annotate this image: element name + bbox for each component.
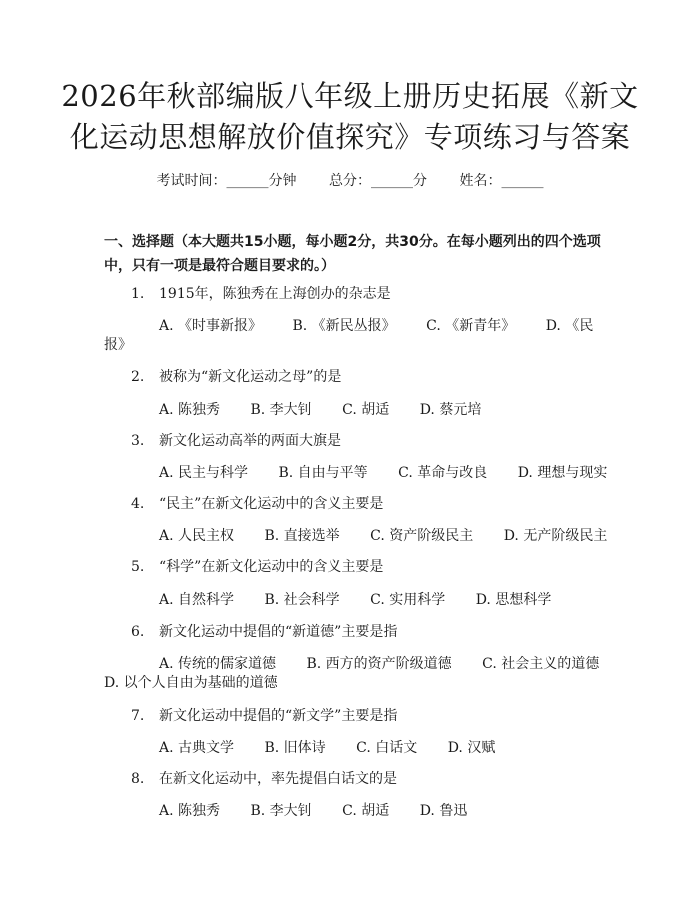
option-a: A. 人民主权 (159, 528, 235, 544)
option-b: B. 旧体诗 (264, 740, 326, 756)
question-number: 7. (131, 708, 145, 724)
option-b: B. 自由与平等 (278, 465, 368, 481)
option-a: A. 传统的儒家道德 (159, 656, 277, 672)
option-b: B. 社会科学 (264, 592, 340, 608)
question-7 (131, 705, 397, 725)
option-d: D. 鲁迅 (419, 803, 468, 819)
question-number: 1. (131, 286, 145, 302)
exam-time-label: 考试时间：______分钟 (156, 173, 297, 189)
question-stem: 被称为“新文化运动之母”的是 (159, 369, 342, 385)
name-label: 姓名：______ (459, 173, 544, 189)
option-a: A. 《时事新报》 (159, 318, 263, 334)
question-2-options (159, 399, 507, 419)
question-stem: 在新文化运动中，率先提倡白话文的是 (159, 771, 397, 787)
option-a: A. 古典文学 (159, 740, 235, 756)
option-c: C. 白话文 (356, 740, 418, 756)
question-stem: “科学”在新文化运动中的含义主要是 (159, 559, 384, 575)
question-4 (131, 493, 383, 513)
question-number: 6. (131, 624, 145, 640)
option-c: C. 胡适 (342, 402, 390, 418)
question-number: 2. (131, 369, 145, 385)
question-1 (131, 283, 391, 303)
question-number: 8. (131, 771, 145, 787)
question-5 (131, 556, 383, 576)
question-4-options (159, 525, 607, 545)
option-d: D. 汉赋 (447, 740, 496, 756)
option-b: B. 李大钊 (250, 803, 312, 819)
question-2 (131, 366, 341, 386)
option-continuation: 报》 (104, 337, 132, 353)
option-a: A. 陈独秀 (159, 402, 221, 418)
option-d: D. 《民 (545, 318, 594, 334)
option-b: B. 直接选举 (264, 528, 340, 544)
option-d: D. 思想科学 (475, 592, 552, 608)
total-score-label: 总分：______分 (329, 173, 427, 189)
exam-meta (0, 170, 700, 190)
section-heading: 一、选择题（本大题共15小题，每小题2分，共30分。在每小题列出的四个选项中，只有一项是最符合题目要求的。） (104, 234, 601, 274)
option-d: D. 无产阶级民主 (503, 528, 608, 544)
question-stem: “民主”在新文化运动中的含义主要是 (159, 496, 384, 512)
question-stem: 新文化运动中提倡的“新文学”主要是指 (159, 708, 398, 724)
option-a: A. 陈独秀 (159, 803, 221, 819)
question-8-options (159, 800, 493, 820)
question-number: 4. (131, 496, 145, 512)
option-c: C. 社会主义的道德 (482, 656, 600, 672)
option-d: D. 以个人自由为基础的道德 (104, 675, 278, 691)
question-stem: 1915年，陈独秀在上海创办的杂志是 (159, 286, 391, 302)
option-b: B. 《新民丛报》 (292, 318, 396, 334)
question-5-options (159, 589, 577, 609)
question-6-options (159, 653, 599, 673)
question-3-options (159, 462, 607, 482)
option-d: D. 理想与现实 (517, 465, 608, 481)
option-c: C. 胡适 (342, 803, 390, 819)
option-a: A. 民主与科学 (159, 465, 249, 481)
question-stem: 新文化运动中提倡的“新道德”主要是指 (159, 624, 398, 640)
question-1-options (159, 315, 619, 335)
option-d: D. 蔡元培 (419, 402, 482, 418)
question-stem: 新文化运动高举的两面大旗是 (159, 433, 341, 449)
question-number: 3. (131, 433, 145, 449)
option-c: C. 资产阶级民主 (370, 528, 474, 544)
question-number: 5. (131, 559, 145, 575)
question-8 (131, 768, 397, 788)
option-a: A. 自然科学 (159, 592, 235, 608)
question-6 (131, 621, 397, 641)
option-c: C. 革命与改良 (398, 465, 488, 481)
option-b: B. 西方的资产阶级道德 (306, 656, 452, 672)
option-c: C. 《新青年》 (426, 318, 516, 334)
question-7-options (159, 737, 521, 757)
question-3 (131, 430, 341, 450)
document-title: 2026年秋部编版八年级上册历史拓展《新文化运动思想解放价值探究》专项练习与答案 (61, 79, 639, 154)
option-b: B. 李大钊 (250, 402, 312, 418)
option-c: C. 实用科学 (370, 592, 446, 608)
